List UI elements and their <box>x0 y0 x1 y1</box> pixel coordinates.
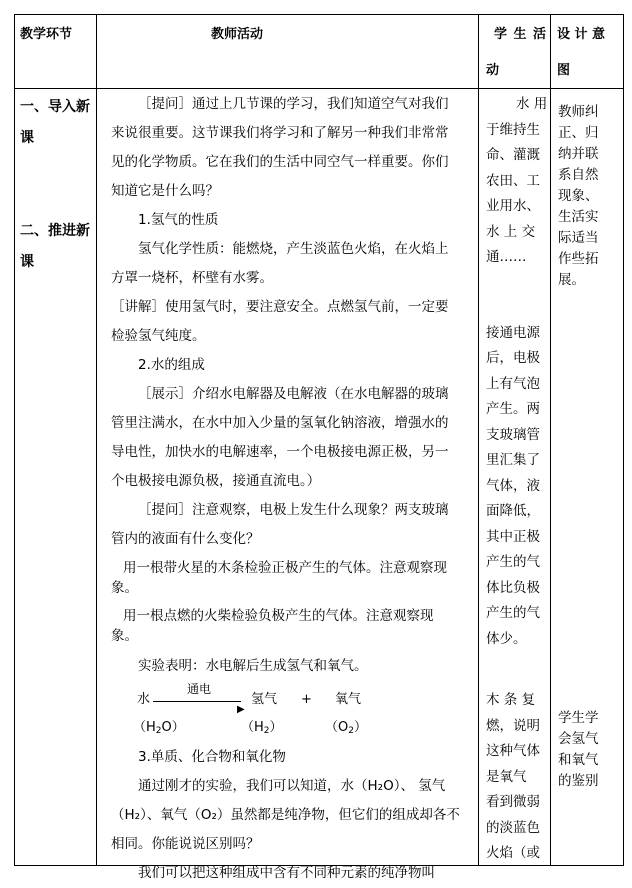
section-heading: 3.单质、化合物和氧化物 <box>138 749 286 765</box>
eq-water: 水 <box>137 692 151 707</box>
teacher-activity-cell <box>111 90 481 888</box>
header-student-activity <box>486 17 550 89</box>
student-line: 水 上 交 <box>486 223 536 240</box>
student-line: 产生的气 <box>486 605 540 621</box>
student-line: 其中正极 <box>486 528 540 545</box>
teacher-line: 象。 <box>111 628 138 644</box>
stage-advance-line2: 课 <box>20 254 34 270</box>
student-line: 通…… <box>486 249 527 265</box>
design-line: 会氢气 <box>558 731 599 747</box>
student-line: 是氧气 <box>486 768 527 785</box>
lesson-plan-table <box>14 14 624 881</box>
eq-oxygen: 氧气 <box>335 692 362 707</box>
student-line: 后，电极 <box>486 350 540 366</box>
teacher-line: 用一根点燃的火柴检验负极产生的气体。注意观察现 <box>123 608 434 624</box>
eq-formula-sub: 2 <box>155 726 162 736</box>
design-line: 正、归 <box>558 125 599 141</box>
teacher-line: ［展示］介绍水电解器及电解液（在水电解器的玻璃 <box>138 386 449 402</box>
header-student-activity-line2: 动 <box>486 63 501 78</box>
student-line: 于维持生 <box>486 121 540 138</box>
header-design-intent-line2: 图 <box>557 63 571 78</box>
eq-condition: 通电 <box>187 682 212 696</box>
design-line: 际适当 <box>558 230 599 246</box>
student-line: 气体，液 <box>486 477 540 494</box>
eq-formula-water <box>133 713 185 746</box>
section-heading: 2.水的组成 <box>138 357 205 373</box>
teacher-line: 用一根带火星的木条检验正极产生的气体。注意观察现 <box>123 560 447 576</box>
student-line: 上有气泡 <box>486 375 540 392</box>
student-line: 农田、工 <box>486 172 540 189</box>
student-line: 体比负极 <box>486 579 540 596</box>
student-line: 木 条 复 <box>486 692 536 708</box>
teacher-line: 个电极接电源负极，接通直流电。） <box>111 473 321 489</box>
eq-formula-part: ） <box>269 720 283 735</box>
teacher-line: ［提问］通过上几节课的学习，我们知道空气对我们 <box>138 96 449 112</box>
teaching-stage-cell <box>20 92 105 278</box>
eq-arrow-head-icon: ▶ <box>237 704 245 715</box>
header-design-intent-line1: 设 计 意 <box>557 27 606 42</box>
teacher-line: 检验氢气纯度。 <box>111 328 206 344</box>
teacher-line: 管里注满水，在水中加入少量的氢氧化钠溶液，增强水的 <box>111 415 449 431</box>
teacher-line: 见的化学物质。它在我们的生活中同空气一样重要。你们 <box>111 154 449 170</box>
design-line: 纳并联 <box>558 146 599 162</box>
design-line: 作些拓 <box>558 251 599 267</box>
teacher-line: 实验表明：水电解后生成氢气和氧气。 <box>138 658 368 674</box>
stage-intro-line2: 课 <box>20 130 34 146</box>
design-line: 学生学 <box>558 710 599 726</box>
teacher-line: 管内的液面有什么变化？ <box>111 531 260 547</box>
eq-formula-sub: 2 <box>263 726 270 736</box>
stage-intro-line1: 一、导入新 <box>20 99 90 115</box>
design-line: 现象、 <box>558 188 599 204</box>
eq-plus: + <box>301 692 312 707</box>
student-line: 支玻璃管 <box>486 426 540 443</box>
eq-formula-part: （O <box>325 720 349 735</box>
eq-formula-oxygen <box>325 713 367 746</box>
header-design-intent <box>557 17 623 89</box>
student-activity-cell <box>486 92 552 867</box>
student-line: 水 用 <box>516 96 548 112</box>
teacher-line: 相同。你能说说区别吗？ <box>111 836 260 852</box>
eq-formula-hydrogen <box>241 713 283 746</box>
eq-formula-part: ） <box>353 720 367 735</box>
student-line: 面降低， <box>486 503 540 519</box>
student-line: 产生。两 <box>486 401 540 417</box>
eq-formula-part: （H <box>241 720 264 735</box>
teacher-line: 方罩一烧杯，杯壁有水雾。 <box>111 270 273 286</box>
header-student-activity-line1: 学 生 活 <box>494 27 548 42</box>
student-line: 的淡蓝色 <box>486 819 540 836</box>
student-line: 里汇集了 <box>486 452 540 468</box>
eq-formula-part: O） <box>161 720 185 735</box>
design-line: 系自然 <box>558 167 599 183</box>
student-line: 业用水、 <box>486 198 540 214</box>
electrolysis-equation <box>111 681 481 743</box>
design-line: 生活实 <box>558 209 599 225</box>
design-line: 教师纠 <box>558 104 599 120</box>
teacher-line: 知道它是什么吗？ <box>111 183 219 199</box>
teacher-line: ［提问］注意观察，电极上发生什么现象？两支玻璃 <box>138 502 449 518</box>
student-line: 产生的气 <box>486 554 540 570</box>
student-line: 火焰（或 <box>486 845 540 861</box>
eq-formula-part: （H <box>133 720 156 735</box>
teacher-line: 导电性，加快水的电解速率，一个电极接电源正极，另一 <box>111 444 449 460</box>
design-line: 的鉴别 <box>558 773 599 789</box>
student-line: 看到微弱 <box>486 794 540 810</box>
header-teacher-activity: 教师活动 <box>211 27 264 42</box>
stage-advance-line1: 二、推进新 <box>20 223 90 239</box>
student-line: 这种气体 <box>486 743 540 759</box>
teacher-line: 我们可以把这种组成中含有不同种元素的纯净物叫 <box>138 865 435 881</box>
eq-formula-sub: 2 <box>348 726 354 736</box>
teacher-line: 氢气化学性质：能燃烧，产生淡蓝色火焰，在火焰上 <box>138 241 449 257</box>
design-line: 和氧气 <box>558 752 599 768</box>
design-intent-cell <box>558 102 620 792</box>
student-line: 命、灌溉 <box>486 147 540 163</box>
header-teaching-stage: 教学环节 <box>20 27 73 42</box>
student-line: 接通电源 <box>486 324 540 341</box>
student-line: 体少。 <box>486 630 527 647</box>
student-line: 燃，说明 <box>486 717 540 734</box>
teacher-line: 通过刚才的实验，我们可以知道，水（H₂O）、 氢气 <box>138 778 446 794</box>
teacher-line: 象。 <box>111 580 138 596</box>
eq-hydrogen: 氢气 <box>251 692 278 707</box>
teacher-line: （H₂）、氧气（O₂）虽然都是纯净物，但它们的组成却各不 <box>111 807 460 823</box>
design-line: 展。 <box>558 272 585 288</box>
eq-arrow-line <box>153 701 241 702</box>
section-heading: 1.氢气的性质 <box>138 212 219 228</box>
teacher-line: 来说很重要。这节课我们将学习和了解另一种我们非常常 <box>111 125 449 141</box>
teacher-line: ［讲解］使用氢气时，要注意安全。点燃氢气前，一定要 <box>111 299 449 315</box>
